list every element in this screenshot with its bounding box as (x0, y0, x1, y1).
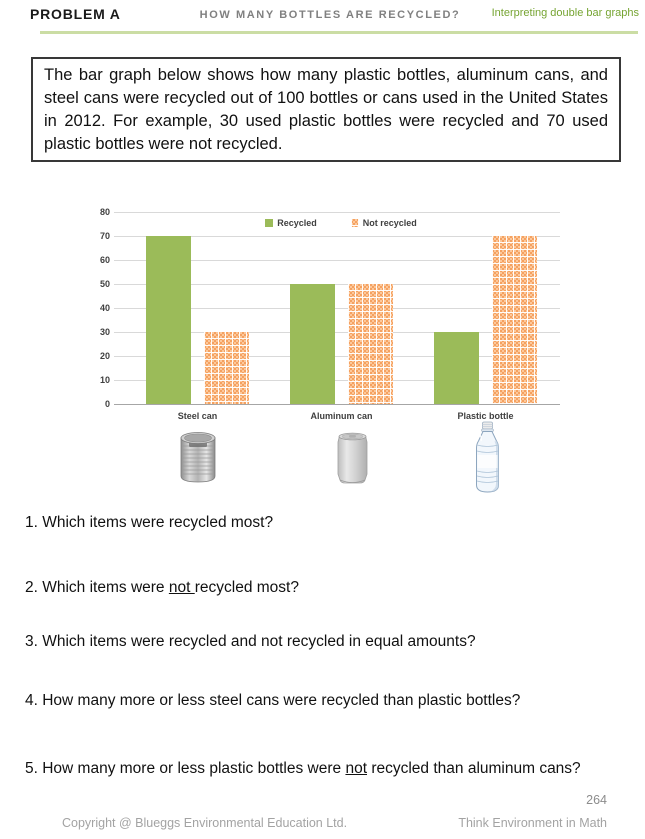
y-axis-tick-80: 80 (99, 207, 110, 217)
steel-can-image (177, 428, 219, 489)
legend-item-recycled (265, 218, 317, 228)
question-4 (25, 690, 625, 711)
x-axis-label-aluminum-can: Aluminum can (310, 411, 373, 421)
page-title: HOW MANY BOTTLES ARE RECYCLED? (199, 9, 461, 21)
intro-text-box: The bar graph below shows how many plastic bottles, aluminum cans, and steel cans were recycled out of 100 bottles or cans used in the United States in 2012. For example, 30 used plastic bottles were recycled and 70 used plastic bottles were not recycled. (31, 57, 621, 162)
legend-label: Not recycled (362, 218, 417, 228)
question-3 (25, 631, 625, 652)
y-axis-tick-0: 0 (104, 399, 110, 409)
bar-not-recycled-aluminum-can (348, 284, 393, 404)
question-text-underlined: not (168, 579, 195, 596)
gridline-80 (114, 212, 560, 213)
question-text: recycled most? (194, 579, 299, 596)
question-text: 3. Which items were recycled and not recycled in equal amounts? (25, 633, 476, 650)
question-text: 1. Which items were recycled most? (25, 514, 274, 531)
question-5 (25, 758, 625, 779)
y-axis-tick-40: 40 (99, 303, 110, 313)
y-axis-tick-70: 70 (99, 231, 110, 241)
legend-swatch-icon (351, 219, 359, 227)
x-axis-label-plastic-bottle: Plastic bottle (457, 411, 514, 421)
bar-recycled-plastic-bottle (434, 332, 479, 404)
y-axis-tick-50: 50 (99, 279, 110, 289)
question-text: recycled than aluminum cans? (367, 760, 581, 777)
question-2 (25, 577, 625, 598)
footer-copyright: Copyright @ Blueggs Environmental Education Ltd. (62, 816, 348, 830)
aluminum-can-image (334, 430, 371, 491)
plastic-bottle-image (472, 421, 503, 500)
x-axis-label-steel-can: Steel can (177, 411, 218, 421)
bar-recycled-steel-can (146, 236, 191, 404)
legend-item-not-recycled (351, 218, 417, 228)
question-text: 5. How many more or less plastic bottles were (25, 760, 346, 777)
bar-not-recycled-steel-can (204, 332, 249, 404)
gridline-0 (114, 404, 560, 405)
question-text-underlined: not (345, 760, 368, 777)
question-1 (25, 512, 625, 533)
y-axis-tick-20: 20 (99, 351, 110, 361)
bar-not-recycled-plastic-bottle (492, 236, 537, 404)
problem-label: PROBLEM A (30, 6, 121, 22)
y-axis-tick-60: 60 (99, 255, 110, 265)
bar-recycled-aluminum-can (290, 284, 335, 404)
question-text: 4. How many more or less steel cans were recycled than plastic bottles? (25, 692, 521, 709)
y-axis-tick-10: 10 (99, 375, 110, 385)
question-text: 2. Which items were (25, 579, 169, 596)
footer-tagline: Think Environment in Math (458, 816, 607, 830)
double-bar-chart (0, 205, 645, 425)
header-rule (40, 31, 638, 34)
page-number: 264 (586, 793, 607, 807)
chart-legend (122, 218, 560, 228)
y-axis-tick-30: 30 (99, 327, 110, 337)
topic-label: Interpreting double bar graphs (491, 7, 639, 19)
legend-swatch-icon (265, 219, 273, 227)
legend-label: Recycled (277, 218, 317, 228)
